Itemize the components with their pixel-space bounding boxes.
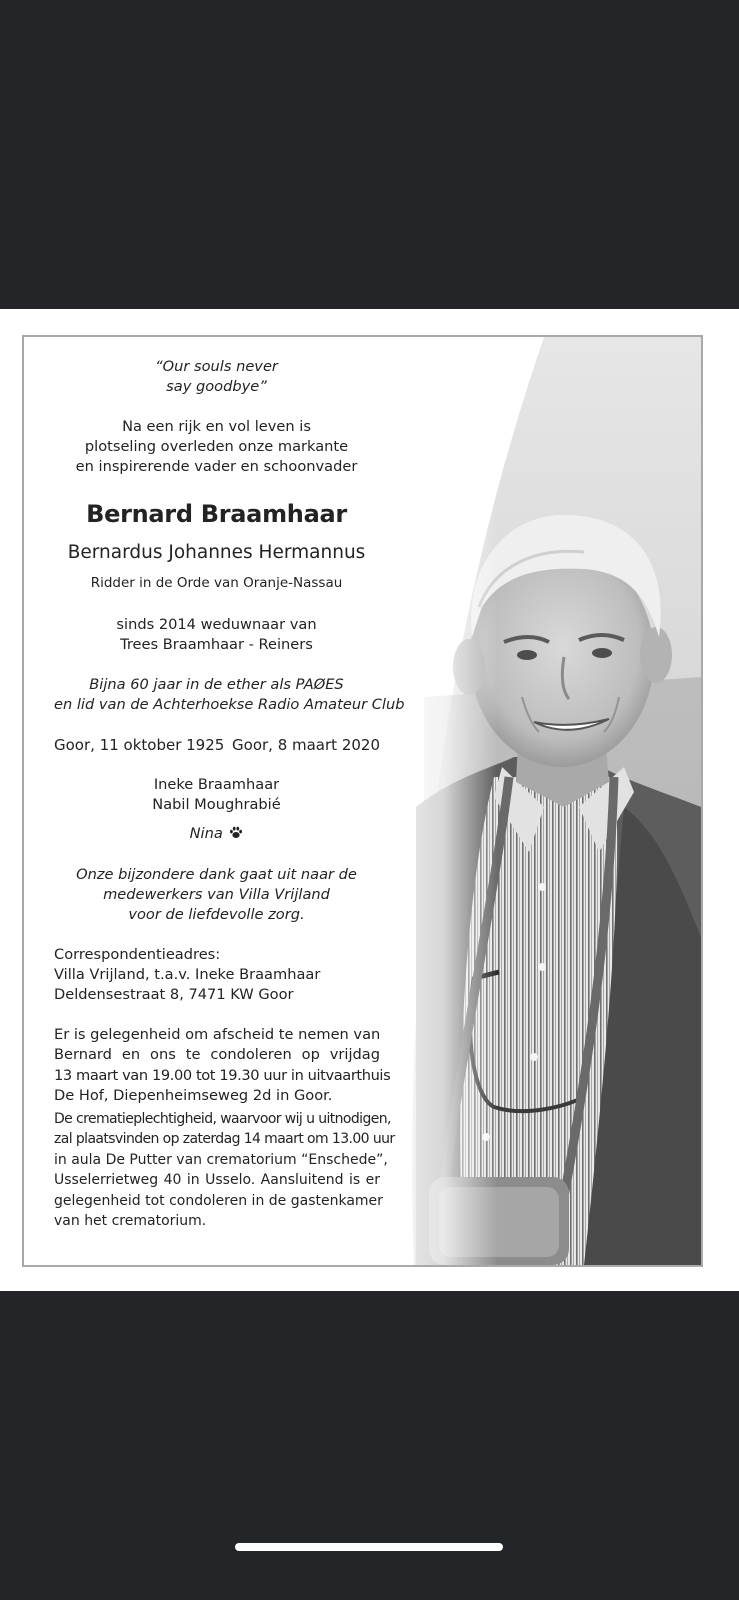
announcement — [54, 417, 379, 477]
given-names: Bernardus Johannes Hermannus — [67, 542, 366, 563]
widower-line: sinds 2014 weduwnaar van — [116, 616, 317, 633]
farewell-line: 13 maart van 19.00 tot 19.30 uur in uitvaarthuis — [54, 1066, 391, 1084]
widower-line: Trees Braamhaar - Reiners — [120, 636, 313, 653]
widower-text — [54, 615, 379, 655]
pet-name: Nina — [189, 825, 223, 842]
obituary-card — [22, 335, 703, 1267]
announcement-line: en inspirerende vader en schoonvader — [75, 458, 358, 475]
ceremony-line: zal plaatsvinden op zaterdag 14 maart om 13.00 uur — [54, 1131, 395, 1148]
announcement-line: Na een rijk en vol leven is — [122, 418, 311, 435]
radio-text — [54, 675, 405, 715]
ceremony-line: Usselerrietweg 40 in Usselo. Aansluitend is er — [54, 1172, 380, 1189]
address-line: Correspondentieadres: — [54, 946, 221, 963]
family-member: Nabil Moughrabié — [152, 796, 281, 813]
quote-line: say goodbye” — [166, 378, 267, 395]
correspondence-address — [54, 945, 380, 1005]
paw-icon — [229, 826, 243, 839]
quote-line: “Our souls never — [155, 358, 278, 375]
address-line: Deldensestraat 8, 7471 KW Goor — [54, 986, 294, 1003]
address-line: Villa Vrijland, t.a.v. Ineke Braamhaar — [54, 966, 321, 983]
farewell-paragraph — [54, 1025, 391, 1107]
deceased-name: Bernard Braamhaar — [86, 500, 347, 528]
death-date: Goor, 8 maart 2020 — [232, 736, 380, 754]
ceremony-line: in aula De Putter van crematorium “Enschede”, — [54, 1151, 388, 1168]
farewell-line: Bernard en ons te condoleren op vrijdag — [54, 1046, 380, 1064]
ceremony-paragraph — [54, 1109, 395, 1231]
family-member: Ineke Braamhaar — [153, 776, 280, 793]
thanks-line: voor de liefdevolle zorg. — [128, 906, 305, 923]
pet-line — [54, 825, 379, 842]
thanks-line: Onze bijzondere dank gaat uit naar de — [76, 866, 357, 883]
home-indicator[interactable] — [235, 1543, 503, 1551]
radio-line: en lid van de Achterhoekse Radio Amateur Club — [54, 696, 405, 713]
birth-date: Goor, 11 oktober 1925 — [54, 736, 225, 754]
family-names — [54, 775, 379, 815]
radio-line: Bijna 60 jaar in de ether als PAØES — [89, 676, 344, 693]
thanks-text — [54, 865, 379, 925]
farewell-line: De Hof, Diepenheimseweg 2d in Goor. — [54, 1087, 333, 1105]
announcement-line: plotseling overleden onze markante — [84, 438, 349, 455]
ceremony-line: van het crematorium. — [54, 1213, 207, 1230]
ceremony-line: gelegenheid tot condoleren in de gastenkamer — [54, 1192, 383, 1209]
thanks-line: medewerkers van Villa Vrijland — [103, 886, 330, 903]
honour: Ridder in de Orde van Oranje-Nassau — [90, 575, 343, 591]
notice-image — [0, 309, 739, 1291]
farewell-line: Er is gelegenheid om afscheid te nemen van — [54, 1026, 381, 1043]
notice-text — [24, 337, 701, 1265]
life-dates — [54, 735, 380, 755]
quote — [54, 357, 379, 397]
ceremony-line: De crematieplechtigheid, waarvoor wij u uitnodigen, — [54, 1111, 391, 1127]
